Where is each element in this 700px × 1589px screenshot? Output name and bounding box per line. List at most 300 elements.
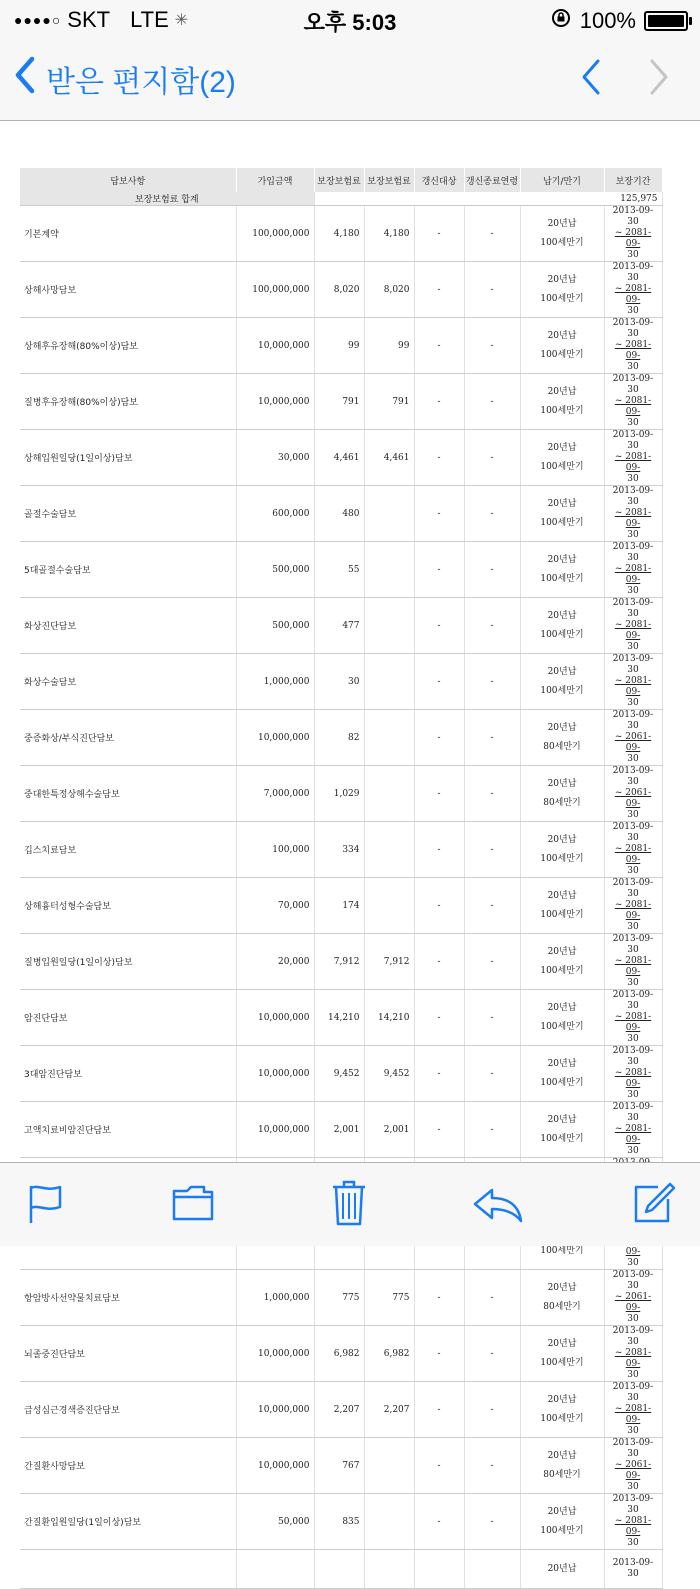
maturity-age: 100세만기 xyxy=(540,909,584,920)
compose-icon[interactable] xyxy=(632,1181,676,1229)
coverage-name: 상해입원일당(1일이상)담보 xyxy=(20,430,236,486)
maturity-age: 100세만기 xyxy=(540,573,584,584)
renewal-target: - xyxy=(414,1270,464,1326)
premium-value-2: 4,461 xyxy=(364,430,414,486)
period-day: 30 xyxy=(627,1034,639,1044)
table-row xyxy=(20,710,662,766)
maturity-age: 80세만기 xyxy=(543,797,581,808)
payment-years: 20년납 xyxy=(547,1002,577,1013)
renewal-target: - xyxy=(414,990,464,1046)
folder-icon[interactable] xyxy=(172,1183,214,1227)
insured-amount: 100,000,000 xyxy=(236,206,314,262)
premium-value: 2,207 xyxy=(314,1382,364,1438)
coverage-period xyxy=(604,766,662,822)
table-row xyxy=(20,1438,662,1494)
coverage-name: 중증화상/부식진단담보 xyxy=(20,710,236,766)
premium-value: 8,020 xyxy=(314,262,364,318)
period-start: 2013-09-30 xyxy=(612,374,654,395)
renewal-target: - xyxy=(414,542,464,598)
coverage-name: 기본계약 xyxy=(20,206,236,262)
payment-years: 20년납 xyxy=(547,330,577,341)
next-message-icon[interactable] xyxy=(648,58,670,100)
renewal-end-age: - xyxy=(464,878,520,934)
renewal-end-age: - xyxy=(464,1270,520,1326)
payment-years: 20년납 xyxy=(547,610,577,621)
coverage-period xyxy=(604,486,662,542)
table-row xyxy=(20,1550,662,1589)
period-end: ~ 2081-09- xyxy=(614,1404,652,1425)
coverage-period xyxy=(604,990,662,1046)
premium-value: 767 xyxy=(314,1438,364,1494)
premium-value: 791 xyxy=(314,374,364,430)
payment-term xyxy=(520,1102,604,1158)
premium-value: 14,210 xyxy=(314,990,364,1046)
period-end: ~ 2081-09- xyxy=(614,396,652,417)
payment-years: 20년납 xyxy=(547,890,577,901)
renewal-end-age xyxy=(464,1550,520,1589)
period-day: 30 xyxy=(627,306,639,316)
table-row xyxy=(20,1046,662,1102)
payment-term xyxy=(520,822,604,878)
maturity-age: 100세만기 xyxy=(540,517,584,528)
coverage-period xyxy=(604,822,662,878)
header-coverage: 담보사항 xyxy=(20,168,236,192)
coverage-name: 간질환입원일당(1일이상)담보 xyxy=(20,1494,236,1550)
coverage-period xyxy=(604,1494,662,1550)
maturity-age: 100세만기 xyxy=(540,1525,584,1536)
renewal-end-age: - xyxy=(464,486,520,542)
insured-amount: 10,000,000 xyxy=(236,1102,314,1158)
period-start: 2013-09-30 xyxy=(612,654,654,675)
period-day: 30 xyxy=(627,978,639,988)
sum-value: 125,975 xyxy=(314,192,662,206)
renewal-end-age: - xyxy=(464,1046,520,1102)
back-label: 받은 편지함(2) xyxy=(46,66,236,99)
coverage-table xyxy=(20,168,663,1589)
header-premium: 보장보험료 xyxy=(314,168,364,192)
insured-amount: 10,000,000 xyxy=(236,1438,314,1494)
table-row xyxy=(20,934,662,990)
maturity-age: 100세만기 xyxy=(540,461,584,472)
payment-term xyxy=(520,318,604,374)
insured-amount: 30,000 xyxy=(236,430,314,486)
period-start: 2013-09-30 xyxy=(612,878,654,899)
premium-value-2: 7,912 xyxy=(364,934,414,990)
payment-years: 20년납 xyxy=(547,1450,577,1461)
table-row xyxy=(20,486,662,542)
renewal-target: - xyxy=(414,1382,464,1438)
header-renewal: 갱신대상 xyxy=(414,168,464,192)
period-end: ~ 2061-09- xyxy=(614,788,652,809)
renewal-target: - xyxy=(414,430,464,486)
period-end: 09- xyxy=(625,1247,641,1257)
premium-value-2: 2,207 xyxy=(364,1382,414,1438)
renewal-end-age: - xyxy=(464,1494,520,1550)
insured-amount: 1,000,000 xyxy=(236,1270,314,1326)
period-start: 2013-09-30 xyxy=(612,430,654,451)
maturity-age: 100세만기 xyxy=(540,405,584,416)
premium-value: 30 xyxy=(314,654,364,710)
coverage-period xyxy=(604,1382,662,1438)
insured-amount: 10,000,000 xyxy=(236,710,314,766)
coverage-period xyxy=(604,654,662,710)
payment-term xyxy=(520,262,604,318)
period-start: 2013-09-30 xyxy=(612,1046,654,1067)
premium-value: 9,452 xyxy=(314,1046,364,1102)
premium-value: 174 xyxy=(314,878,364,934)
period-start: 2013-09-30 xyxy=(612,1102,654,1123)
period-day: 30 xyxy=(627,754,639,764)
renewal-target: - xyxy=(414,1326,464,1382)
premium-value: 835 xyxy=(314,1494,364,1550)
battery-icon xyxy=(644,11,688,31)
period-day: 30 xyxy=(627,922,639,932)
renewal-target: - xyxy=(414,934,464,990)
payment-years: 20년납 xyxy=(547,386,577,397)
renewal-end-age: - xyxy=(464,1382,520,1438)
renewal-end-age: - xyxy=(464,542,520,598)
renewal-end-age: - xyxy=(464,934,520,990)
period-start: 2013-09-30 xyxy=(612,766,654,787)
premium-value-2 xyxy=(364,542,414,598)
premium-sum-row xyxy=(20,192,662,206)
payment-years: 20년납 xyxy=(547,1563,577,1574)
status-right xyxy=(550,7,688,35)
status-bar xyxy=(0,0,700,38)
period-end: ~ 2081-09- xyxy=(614,900,652,921)
premium-value-2: 775 xyxy=(364,1270,414,1326)
period-end: ~ 2081-09- xyxy=(614,844,652,865)
coverage-name: 화상수술담보 xyxy=(20,654,236,710)
chevron-left-icon xyxy=(14,56,36,102)
coverage-name: 화상진단담보 xyxy=(20,598,236,654)
maturity-age: 100세만기 xyxy=(540,293,584,304)
payment-term xyxy=(520,990,604,1046)
insured-amount: 10,000,000 xyxy=(236,1382,314,1438)
insured-amount: 100,000 xyxy=(236,822,314,878)
coverage-name: 상해후유장해(80%이상)담보 xyxy=(20,318,236,374)
insured-amount: 10,000,000 xyxy=(236,1046,314,1102)
period-end: ~ 2081-09- xyxy=(614,284,652,305)
coverage-period xyxy=(604,1270,662,1326)
maturity-age: 100세만기 xyxy=(540,1245,584,1256)
premium-value-2 xyxy=(364,1550,414,1589)
coverage-name: 질병입원일당(1일이상)담보 xyxy=(20,934,236,990)
table-row xyxy=(20,318,662,374)
coverage-period xyxy=(604,262,662,318)
maturity-age: 100세만기 xyxy=(540,349,584,360)
insured-amount: 20,000 xyxy=(236,934,314,990)
rotation-lock-icon xyxy=(550,7,572,35)
payment-years: 20년납 xyxy=(547,722,577,733)
coverage-period xyxy=(604,1326,662,1382)
premium-value xyxy=(314,1550,364,1589)
table-row xyxy=(20,542,662,598)
premium-value: 4,180 xyxy=(314,206,364,262)
coverage-period xyxy=(604,374,662,430)
period-end: ~ 2081-09- xyxy=(614,1068,652,1089)
renewal-target: - xyxy=(414,822,464,878)
coverage-name: 고액치료비암진단담보 xyxy=(20,1102,236,1158)
payment-term xyxy=(520,710,604,766)
signal-icon: ●●●●○ xyxy=(14,12,62,28)
period-day: 30 xyxy=(627,1426,639,1436)
coverage-period xyxy=(604,598,662,654)
period-end: ~ 2081-09- xyxy=(614,1124,652,1145)
payment-years: 20년납 xyxy=(547,274,577,285)
period-start: 2013-09-30 xyxy=(612,206,654,227)
payment-term xyxy=(520,654,604,710)
period-day: 30 xyxy=(627,698,639,708)
period-end: ~ 2081-09- xyxy=(614,228,652,249)
table-row xyxy=(20,262,662,318)
network-label: LTE xyxy=(130,7,169,32)
period-start: 2013-09-30 xyxy=(612,1270,654,1291)
period-start: 2013-09-30 xyxy=(612,822,654,843)
premium-value-2 xyxy=(364,1494,414,1550)
sum-label: 보장보험료 합계 xyxy=(20,192,314,206)
maturity-age: 100세만기 xyxy=(540,1021,584,1032)
payment-term xyxy=(520,1326,604,1382)
premium-value-2 xyxy=(364,1438,414,1494)
period-day: 30 xyxy=(627,1090,639,1100)
premium-value-2: 9,452 xyxy=(364,1046,414,1102)
loading-spinner-icon: ✳ xyxy=(174,12,189,29)
renewal-target: - xyxy=(414,206,464,262)
payment-years: 20년납 xyxy=(547,1058,577,1069)
payment-term xyxy=(520,766,604,822)
period-end: ~ 2061-09- xyxy=(614,732,652,753)
payment-term xyxy=(520,374,604,430)
coverage-period xyxy=(604,878,662,934)
insured-amount: 100,000,000 xyxy=(236,262,314,318)
renewal-target: - xyxy=(414,710,464,766)
previous-message-icon[interactable] xyxy=(580,58,602,100)
insured-amount: 10,000,000 xyxy=(236,318,314,374)
payment-term xyxy=(520,486,604,542)
coverage-name: 항암방사선약물치료담보 xyxy=(20,1270,236,1326)
period-day: 30 xyxy=(627,1146,639,1156)
period-day: 30 xyxy=(627,418,639,428)
premium-value: 99 xyxy=(314,318,364,374)
header-renewal-end-age: 갱신종료연령 xyxy=(464,168,520,192)
payment-years: 20년납 xyxy=(547,778,577,789)
period-day: 30 xyxy=(627,1538,639,1548)
period-day: 30 xyxy=(627,1482,639,1492)
renewal-target: - xyxy=(414,318,464,374)
table-row xyxy=(20,1102,662,1158)
flag-icon[interactable] xyxy=(26,1183,66,1229)
header-amount: 가입금액 xyxy=(236,168,314,192)
period-day: 30 xyxy=(627,362,639,372)
renewal-end-age: - xyxy=(464,206,520,262)
payment-years: 20년납 xyxy=(547,498,577,509)
period-day: 30 xyxy=(627,474,639,484)
carrier-label: SKT xyxy=(67,7,111,32)
table-row xyxy=(20,1382,662,1438)
premium-value-2: 8,020 xyxy=(364,262,414,318)
insured-amount: 50,000 xyxy=(236,1494,314,1550)
payment-years: 20년납 xyxy=(547,1114,577,1125)
premium-value-2 xyxy=(364,654,414,710)
period-start: 2013-09-30 xyxy=(612,1438,654,1459)
message-body[interactable] xyxy=(0,121,700,1579)
period-start: 2013-09-30 xyxy=(612,542,654,563)
coverage-period xyxy=(604,542,662,598)
renewal-target: - xyxy=(414,654,464,710)
maturity-age: 80세만기 xyxy=(543,1301,581,1312)
premium-value: 2,001 xyxy=(314,1102,364,1158)
period-start: 2013-09-30 xyxy=(612,1558,654,1579)
premium-value: 775 xyxy=(314,1270,364,1326)
status-time: 오후 5:03 xyxy=(303,10,397,35)
coverage-name: 깁스치료담보 xyxy=(20,822,236,878)
period-end: ~ 2081-09- xyxy=(614,676,652,697)
table-row xyxy=(20,206,662,262)
coverage-name: 상해사망담보 xyxy=(20,262,236,318)
reply-icon[interactable] xyxy=(472,1187,524,1227)
period-start: 2013-09-30 xyxy=(612,1494,654,1515)
maturity-age: 100세만기 xyxy=(540,965,584,976)
coverage-name: 뇌졸중진단담보 xyxy=(20,1326,236,1382)
payment-years: 20년납 xyxy=(547,442,577,453)
premium-value: 6,982 xyxy=(314,1326,364,1382)
coverage-period xyxy=(604,1438,662,1494)
payment-years: 20년납 xyxy=(547,834,577,845)
premium-value: 4,461 xyxy=(314,430,364,486)
period-end: ~ 2061-09- xyxy=(614,1292,652,1313)
payment-term xyxy=(520,598,604,654)
insured-amount: 70,000 xyxy=(236,878,314,934)
period-start: 2013-09-30 xyxy=(612,990,654,1011)
premium-value-2 xyxy=(364,766,414,822)
payment-years: 20년납 xyxy=(547,1338,577,1349)
maturity-age: 80세만기 xyxy=(543,1469,581,1480)
table-row xyxy=(20,878,662,934)
premium-value-2 xyxy=(364,822,414,878)
renewal-target: - xyxy=(414,374,464,430)
insured-amount: 10,000,000 xyxy=(236,374,314,430)
header-premium-2: 보장보험료 xyxy=(364,168,414,192)
renewal-target: - xyxy=(414,486,464,542)
payment-term xyxy=(520,1494,604,1550)
maturity-age: 100세만기 xyxy=(540,1077,584,1088)
payment-years: 20년납 xyxy=(547,946,577,957)
payment-years: 20년납 xyxy=(547,1282,577,1293)
payment-term xyxy=(520,206,604,262)
payment-years: 20년납 xyxy=(547,218,577,229)
period-day: 30 xyxy=(627,586,639,596)
coverage-period xyxy=(604,430,662,486)
period-start: 2013-09-30 xyxy=(612,1382,654,1403)
renewal-end-age: - xyxy=(464,1102,520,1158)
renewal-end-age: - xyxy=(464,710,520,766)
period-start: 2013-09-30 xyxy=(612,486,654,507)
coverage-name: 질병후유장해(80%이상)담보 xyxy=(20,374,236,430)
insured-amount: 10,000,000 xyxy=(236,990,314,1046)
maturity-age: 100세만기 xyxy=(540,1413,584,1424)
premium-value: 477 xyxy=(314,598,364,654)
premium-value-2: 791 xyxy=(364,374,414,430)
payment-years: 20년납 xyxy=(547,1394,577,1405)
period-end: ~ 2081-09- xyxy=(614,340,652,361)
back-button[interactable] xyxy=(14,56,236,102)
renewal-end-age: - xyxy=(464,430,520,486)
maturity-age: 100세만기 xyxy=(540,629,584,640)
period-day: 30 xyxy=(627,250,639,260)
coverage-period xyxy=(604,318,662,374)
period-start: 2013-09-30 xyxy=(612,318,654,339)
premium-value: 82 xyxy=(314,710,364,766)
payment-years: 20년납 xyxy=(547,1506,577,1517)
renewal-end-age: - xyxy=(464,766,520,822)
coverage-period xyxy=(604,710,662,766)
premium-value: 55 xyxy=(314,542,364,598)
premium-value: 480 xyxy=(314,486,364,542)
payment-term xyxy=(520,878,604,934)
table-row xyxy=(20,654,662,710)
table-row xyxy=(20,766,662,822)
period-end: ~ 2081-09- xyxy=(614,956,652,977)
premium-value-2 xyxy=(364,878,414,934)
premium-value-2: 2,001 xyxy=(364,1102,414,1158)
bottom-toolbar xyxy=(0,1162,700,1246)
payment-years: 20년납 xyxy=(547,554,577,565)
period-end: ~ 2081-09- xyxy=(614,620,652,641)
renewal-target: - xyxy=(414,598,464,654)
period-start: 2013-09-30 xyxy=(612,262,654,283)
period-end: ~ 2081-09- xyxy=(614,452,652,473)
renewal-target xyxy=(414,1550,464,1589)
coverage-period xyxy=(604,1102,662,1158)
trash-icon[interactable] xyxy=(330,1179,368,1231)
maturity-age: 100세만기 xyxy=(540,853,584,864)
period-start: 2013-09-30 xyxy=(612,934,654,955)
period-end: ~ 2061-09- xyxy=(614,1460,652,1481)
coverage-name: 중대한특정상해수술담보 xyxy=(20,766,236,822)
payment-term xyxy=(520,1382,604,1438)
premium-value-2 xyxy=(364,710,414,766)
premium-value: 334 xyxy=(314,822,364,878)
insured-amount: 7,000,000 xyxy=(236,766,314,822)
renewal-target: - xyxy=(414,1046,464,1102)
period-end: ~ 2081-09- xyxy=(614,508,652,529)
table-row xyxy=(20,1494,662,1550)
table-row xyxy=(20,822,662,878)
renewal-target: - xyxy=(414,1438,464,1494)
maturity-age: 100세만기 xyxy=(540,1357,584,1368)
maturity-age: 80세만기 xyxy=(543,741,581,752)
period-start: 2013-09-30 xyxy=(612,598,654,619)
maturity-age: 100세만기 xyxy=(540,685,584,696)
renewal-end-age: - xyxy=(464,822,520,878)
renewal-end-age: - xyxy=(464,654,520,710)
payment-term xyxy=(520,1438,604,1494)
renewal-target: - xyxy=(414,766,464,822)
period-day: 30 xyxy=(627,530,639,540)
payment-years: 20년납 xyxy=(547,666,577,677)
period-end: ~ 2081-09- xyxy=(614,1348,652,1369)
table-row xyxy=(20,430,662,486)
period-day: 30 xyxy=(627,866,639,876)
header-period: 보장기간 xyxy=(604,168,662,192)
renewal-end-age: - xyxy=(464,990,520,1046)
renewal-target: - xyxy=(414,1494,464,1550)
period-day: 30 xyxy=(627,1370,639,1380)
insured-amount: 10,000,000 xyxy=(236,1326,314,1382)
premium-value: 1,029 xyxy=(314,766,364,822)
insured-amount xyxy=(236,1550,314,1589)
